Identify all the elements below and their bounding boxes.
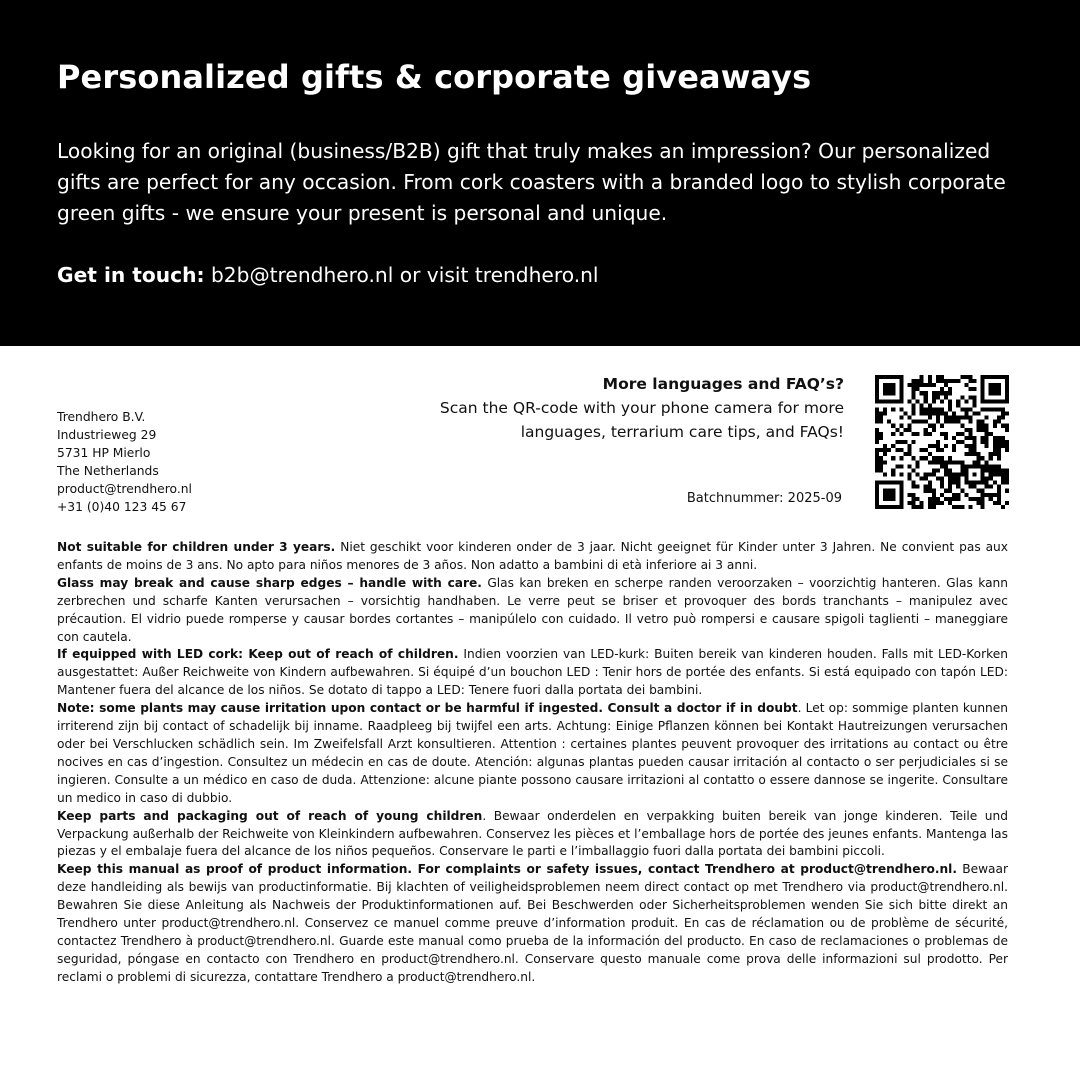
faq-line-2: languages, terrarium care tips, and FAQs! <box>520 423 844 441</box>
banner-title: Personalized gifts & corporate giveaways <box>57 58 812 96</box>
faq-heading: More languages and FAQ’s? <box>602 375 844 393</box>
warning-paragraph <box>57 539 1008 575</box>
banner-intro: Looking for an original (business/B2B) gift that truly makes an impression? Our personalized gifts are perfect for any occasion. From cork coasters with a branded logo to stylish corporate green gifts - we ensure your present is personal and unique. <box>57 139 1006 225</box>
warning-text: . Let op: sommige planten kunnen irriterend zijn bij contact of schadelijk bij inname. Raadpleeg bij twijfel een arts. Achtung: Einige Pflanzen können bei Kontakt Hautreizungen verursachen oder bei Verschlucken schädlich sein. Im Zweifelsfall Arzt konsultieren. Attention : certaines plantes peuvent provoquer des irritations au contact ou être nocives en cas d’ingestion. Consultez un médecin en cas de doute. Atención: algunas plantas pueden causar irritación al contacto o ser perjudiciales si se ingieren. Consulte a un médico en caso de duda. Attenzione: alcune piante possono causare irritazioni al contatto o essere dannose se ingerite. Consultare un medico in caso di dubbio. <box>57 701 1008 805</box>
warning-text: Glas kan breken en scherpe randen veroorzaken – voorzichtig hanteren. Glas kann zerbrechen und scharfe Kanten verursachen – vorsichtig handhaben. Le verre peut se briser et provoquer des bords tranchants – manipulez avec précaution. El vidrio puede romperse y causar bordes cortantes – manipúlelo con cuidado. Il vetro può rompersi e causare spigoli taglienti – maneggiare con cautela. <box>57 575 1008 644</box>
faq-block <box>440 372 844 444</box>
address-street: Industrieweg 29 <box>57 428 157 442</box>
warning-paragraph <box>57 861 1008 986</box>
warning-paragraph <box>57 646 1008 700</box>
warning-heading: If equipped with LED cork: Keep out of reach of children. <box>57 647 459 662</box>
warning-text: . Bewaar onderdelen en verpakking buiten bereik van jonge kinderen. Teile und Verpackung außerhalb der Reichweite von Kleinkindern aufbewahren. Conservez les pièces et l’emballage hors de portée des jeunes enfants. Mantenga las piezas y el embalaje fuera del alcance de los niños pequeños. Conservare le parti e l’imballaggio fuori dalla portata dei bambini piccoli. <box>57 808 1008 859</box>
address-country: The Netherlands <box>57 464 159 478</box>
banner-contact <box>57 260 599 291</box>
batch-number: Batchnummer: 2025-09 <box>686 491 842 506</box>
address-email: product@trendhero.nl <box>57 482 192 496</box>
warning-heading: Note: some plants may cause irritation upon contact or be harmful if ingested. Consult a doctor if in doubt <box>57 701 798 716</box>
contact-label: Get in touch: <box>57 263 205 287</box>
contact-text: b2b@trendhero.nl or visit trendhero.nl <box>204 263 599 287</box>
warning-heading: Keep this manual as proof of product information. For complaints or safety issues, contact Trendhero at product@trendhero.nl. <box>57 862 957 877</box>
address-postal: 5731 HP Mierlo <box>57 446 151 460</box>
qr-code-icon[interactable] <box>875 375 1009 509</box>
company-address <box>57 408 192 516</box>
safety-warnings <box>57 539 1008 987</box>
faq-line-1: Scan the QR-code with your phone camera for more <box>439 399 844 417</box>
warning-paragraph <box>57 700 1008 807</box>
promo-banner <box>0 0 1080 346</box>
warning-paragraph <box>57 808 1008 862</box>
address-phone: +31 (0)40 123 45 67 <box>57 500 187 514</box>
warning-text: Niet geschikt voor kinderen onder de 3 jaar. Nicht geeignet für Kinder unter 3 Jahren. Ne convient pas aux enfants de moins de 3 ans. No apto para niños menores de 3 años. Non adatto a bambini di età inferiore ai 3 anni. <box>57 540 1008 572</box>
warning-text: Bewaar deze handleiding als bewijs van productinformatie. Bij klachten of veiligheidsproblemen neem direct contact op met Trendhero via product@trendhero.nl. Bewahren Sie diese Anleitung als Nachweis der Produktinformationen auf. Bei Beschwerden oder Sicherheitsproblemen wenden Sie sich bitte direkt an Trendhero unter product@trendhero.nl. Conservez ce manuel comme preuve d’information produit. En cas de réclamation ou de problème de sécurité, contactez Trendhero à product@trendhero.nl. Guarde este manual como prueba de la información del producto. En caso de reclamaciones o problemas de seguridad, póngase en contacto con Trendhero en product@trendhero.nl. Conservare questo manuale come prova delle informazioni sul prodotto. Per reclami o problemi di sicurezza, contattare Trendhero a product@trendhero.nl. <box>57 862 1008 984</box>
warning-heading: Not suitable for children under 3 years. <box>57 540 336 554</box>
warning-text: Indien voorzien van LED-kurk: Buiten bereik van kinderen houden. Falls mit LED-Korken ausgestattet: Außer Reichweite von Kindern aufbewahren. Si équipé d’un bouchon LED : Tenir hors de portée des enfants. Si está equipado con tapón LED: Mantener fuera del alcance de los niños. Se dotato di tappo a LED: Tenere fuori dalla portata dei bambini. <box>57 647 1008 698</box>
warning-paragraph <box>57 575 1008 647</box>
warning-heading: Keep parts and packaging out of reach of young children <box>57 808 483 823</box>
warning-heading: Glass may break and cause sharp edges – handle with care. <box>57 575 482 590</box>
company-name: Trendhero B.V. <box>57 410 146 424</box>
